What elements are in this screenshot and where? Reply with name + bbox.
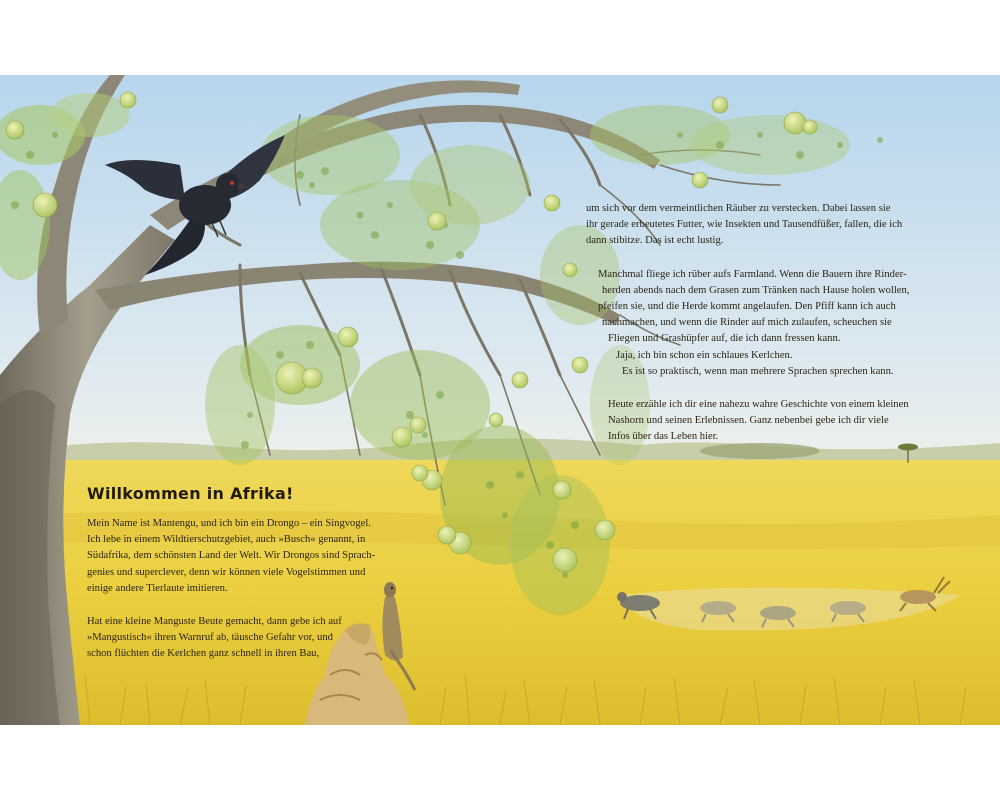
right-paragraph-1 [582,201,942,250]
right-p3-line: Heute erzähle ich dir eine nahezu wahre Geschichte von einem kleinen [608,399,909,411]
left-paragraph-1 [87,516,417,597]
bird-eye [230,181,234,185]
bird-head [216,173,240,197]
right-paragraph-3 [582,397,942,446]
right-paragraph-2 [582,267,942,380]
left-p2-line: »Mangustisch« ihren Warnruf ab, täusche Gefahr vor, und [87,632,333,644]
story-text-left [87,516,417,663]
left-p1-line: einige andere Tierlaute imitieren. [87,582,228,594]
left-paragraph-2 [87,614,417,663]
left-p2-line: Hat eine kleine Manguste Beute gemacht, dann gebe ich auf [87,616,342,628]
page-title: Willkommen in Afrika! [87,484,294,503]
right-p2-line: Jaja, ich bin schon ein schlaues Kerlchen. [616,349,793,361]
left-p1-line: Südafrika, dem schönsten Land der Welt. Wir Drongos sind Sprach- [87,550,376,562]
right-p2-line: nachmachen, und wenn die Rinder auf mich zulaufen, scheuchen sie [602,317,892,329]
right-p2-line: Es ist so praktisch, wenn man mehrere Sprachen sprechen kann. [622,365,894,377]
right-p3-line: Infos über das Leben hier. [608,431,719,443]
right-p1-line: ihr gerade erbeutetes Futter, wie Insekten und Tausendfüßer, fallen, die ich [586,219,903,231]
right-p1-line: dann stibitze. Das ist echt lustig. [586,235,724,247]
right-p2-line: pfeifen sie, und die Herde kommt angelaufen. Den Pfiff kann ich auch [598,301,896,313]
right-p3-line: Nashorn und seinen Erlebnissen. Ganz nebenbei gebe ich dir viele [608,415,889,427]
right-p1-line: um sich vor dem vermeintlichen Räuber zu verstecken. Dabei lassen sie [586,203,891,214]
left-p1-line: genies und superclever, denn wir können viele Vogelstimmen und [87,566,366,578]
left-p1-line: Ich lebe in einem Wildtierschutzgebiet, auch »Busch« genannt, in [87,534,366,546]
story-text-right [582,201,942,446]
left-p2-line: schon flüchten die Kerlchen ganz schnell in ihren Bau, [87,648,320,660]
right-p2-line: Fliegen und Grashüpfer auf, die ich dann fressen kann. [608,333,841,345]
right-p2-line: Manchmal fliege ich rüber aufs Farmland. Wenn die Bauern ihre Rinder- [598,268,907,280]
right-p2-line: herden abends nach dem Grasen zum Tränken nach Hause holen wollen, [602,284,910,296]
left-p1-line: Mein Name ist Mantengu, und ich bin ein Drongo – ein Singvogel. [87,518,371,529]
